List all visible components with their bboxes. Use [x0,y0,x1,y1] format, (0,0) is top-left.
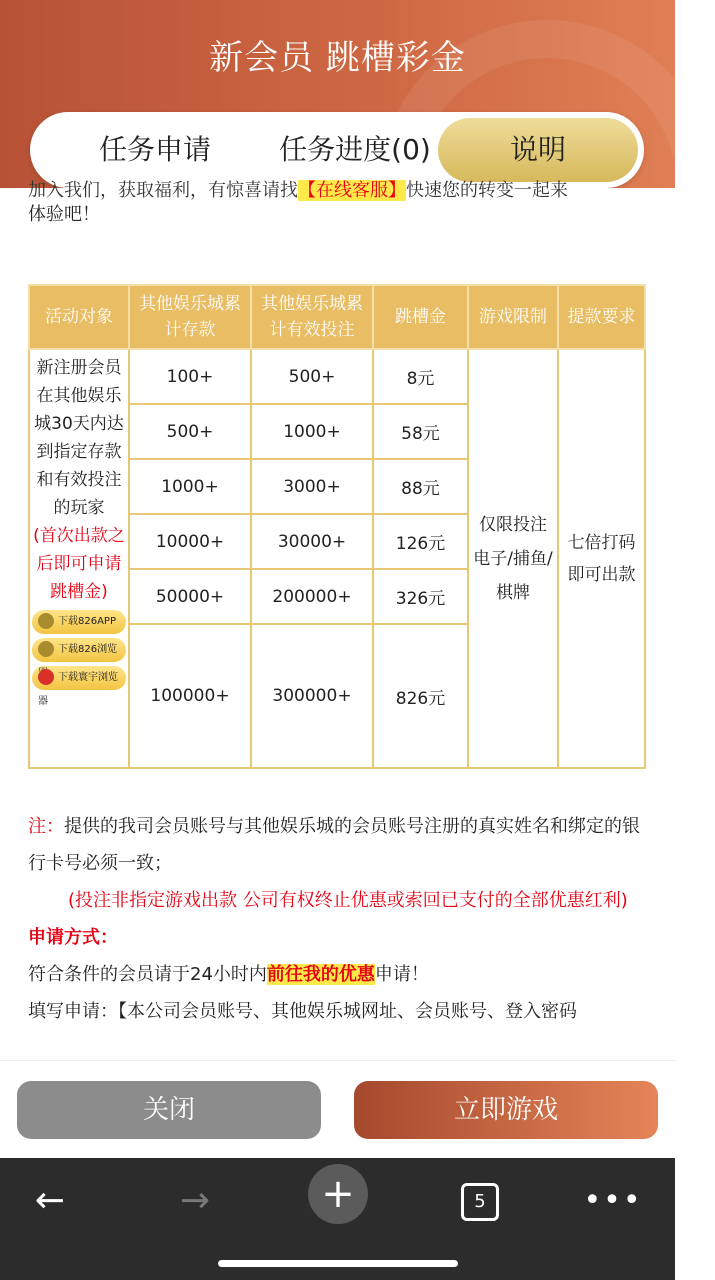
promo-table [28,284,646,769]
table-header-row [29,285,645,349]
download-label: 下载826APP [58,616,116,627]
bet-cell: 500+ [251,349,373,404]
intro-prefix: 加入我们，获取福利，有惊喜请找 [28,180,298,201]
header-deposit: 其他娱乐城累计存款 [129,285,251,349]
app-icon [38,613,54,629]
deposit-cell: 1000+ [129,459,251,514]
table-row [29,349,645,404]
intro-partial-line [28,174,648,201]
target-red-text: (首次出款之后即可申请跳槽金) [33,526,125,602]
note-text: 提供的我司会员账号与其他娱乐城的会员账号注册的真实姓名和绑定的银行卡号必须一致； [28,816,640,874]
tab-task-progress[interactable]: 任务进度(0) [279,133,431,166]
notes-section [28,808,648,1022]
bonus-cell: 8元 [373,349,468,404]
bonus-cell: 88元 [373,459,468,514]
target-cell [29,349,129,768]
forward-arrow-icon[interactable]: → [179,1180,211,1221]
tabs-count-button[interactable] [450,1168,510,1234]
withdraw-cell: 七倍打码即可出款 [558,349,645,768]
more-menu-icon[interactable]: ••• [583,1183,643,1218]
download-826app-button[interactable] [32,610,126,634]
download-huanyu-button[interactable] [32,666,126,707]
header-game-limit: 游戏限制 [468,285,558,349]
tab-task-apply[interactable]: 任务申请 [98,133,211,166]
target-text: 新注册会员在其他娱乐城30天内达到指定存款和有效投注的玩家 [34,358,124,518]
bet-cell: 1000+ [251,404,373,459]
tab-description[interactable]: 说明 [438,118,638,182]
apply-suffix: 申请！ [374,964,429,985]
intro-line2: 体验吧！ [28,204,100,225]
bonus-cell: 326元 [373,569,468,624]
download-label: 下载826浏览 [58,644,118,655]
huanyu-icon [38,669,54,685]
bonus-cell: 826元 [373,624,468,768]
page-title: 新会员 跳槽彩金 [209,38,466,78]
new-tab-plus-icon[interactable]: + [308,1164,368,1224]
bet-cell: 3000+ [251,459,373,514]
deposit-cell: 100000+ [129,624,251,768]
intro-text [28,180,648,242]
apply-paragraph [28,956,648,993]
warning-text: (投注非指定游戏出款 公司有权终止优惠或索回已支付的全部优惠红利) [68,890,628,911]
cut-line: 填写申请：【本公司会员账号、其他娱乐城网址、会员账号、登入密码 [28,1001,577,1022]
content-scroll-area[interactable] [0,180,675,1060]
browser-icon [38,641,54,657]
bonus-cell: 126元 [373,514,468,569]
bonus-cell: 58元 [373,404,468,459]
download-826browser-button[interactable] [32,638,126,662]
action-bar [0,1060,675,1159]
header-target: 活动对象 [29,285,129,349]
header-withdraw: 提款要求 [558,285,645,349]
apply-prefix: 符合条件的会员请于24小时内 [28,964,267,985]
intro-link[interactable]: 【在线客服】 [298,180,406,201]
bet-cell: 300000+ [251,624,373,768]
my-promotions-link[interactable]: 前往我的优惠 [266,964,375,985]
deposit-cell: 500+ [129,404,251,459]
note-paragraph [28,808,648,882]
deposit-cell: 10000+ [129,514,251,569]
apply-label: 申请方式： [28,927,118,948]
back-arrow-icon[interactable]: ← [34,1180,66,1221]
intro-suffix: 快速您的转变一起来 [406,180,568,201]
bet-cell: 30000+ [251,514,373,569]
note-label: 注： [28,816,64,837]
home-indicator[interactable] [218,1260,458,1267]
deposit-cell: 50000+ [129,569,251,624]
game-limit-cell: 仅限投注电子/捕鱼/棋牌 [468,349,558,768]
deposit-cell: 100+ [129,349,251,404]
download-label: 下载寰宇浏览器 [38,672,118,707]
content-inner [28,180,648,1022]
close-button[interactable]: 关闭 [17,1081,321,1139]
tabs-count: 5 [461,1183,499,1221]
header-bonus: 跳槽金 [373,285,468,349]
header-bet: 其他娱乐城累计有效投注 [251,285,373,349]
play-now-button[interactable]: 立即游戏 [354,1081,658,1139]
bet-cell: 200000+ [251,569,373,624]
